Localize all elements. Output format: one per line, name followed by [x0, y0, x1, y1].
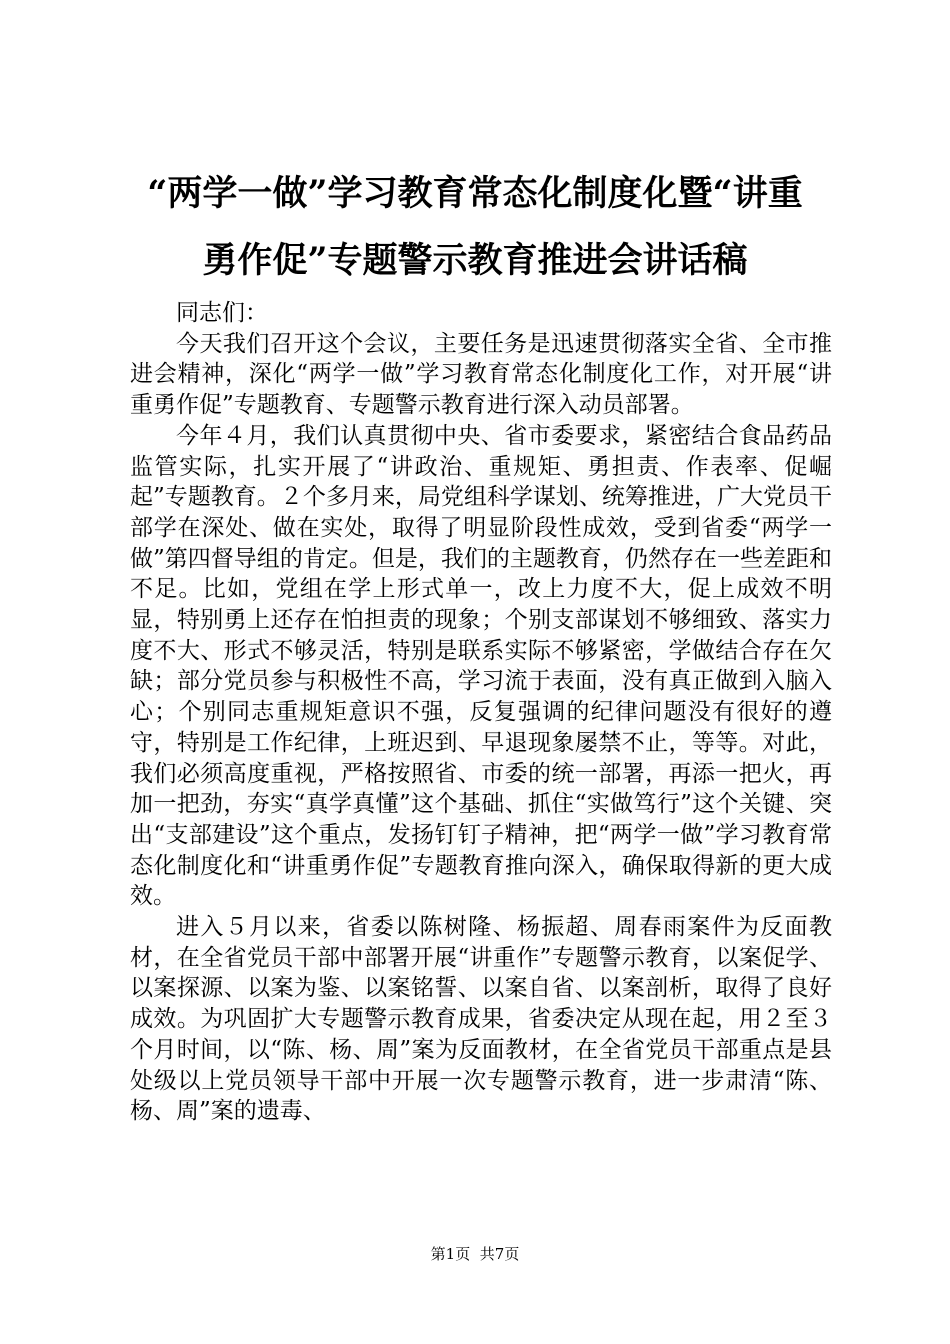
paragraph-1: 今天我们召开这个会议，主要任务是迅速贯彻落实全省、全市推进会精神，深化“两学一做”学习教育常态化制度化工作，对开展“讲重勇作促”专题教育、专题警示教育进行深入动员部署。 — [130, 330, 832, 419]
document-title — [110, 160, 840, 294]
page-footer — [0, 1244, 950, 1264]
footer-page-mid: 页 共 — [455, 1245, 495, 1263]
footer-page-prefix: 第 — [430, 1245, 446, 1263]
footer-page-suffix: 页 — [504, 1245, 520, 1263]
title-line-2: 勇作促”专题警示教育推进会讲话稿 — [202, 240, 748, 281]
salutation: 同志们： — [176, 300, 268, 326]
paragraph-2: 今年４月，我们认真贯彻中央、省市委要求，紧密结合食品药品监管实际，扎实开展了“讲政治、重规矩、勇担责、作表率、促崛起”专题教育。２个多月来，局党组科学谋划、统筹推进，广大党员干部学在深处、做在实处，取得了明显阶段性成效，受到省委“两学一做”第四督导组的肯定。但是，我们的主题教育，仍然存在一些差距和不足。比如，党组在学上形式单一，改上力度不大，促上成效不明显，特别勇上还存在怕担责的现象；个别支部谋划不够细致、落实力度不大、形式不够灵活，特别是联系实际不够紧密，学做结合存在欠缺；部分党员参与积极性不高，学习流于表面，没有真正做到入脑入心；个别同志重规矩意识不强，反复强调的纪律问题没有很好的遵守，特别是工作纪律，上班迟到、早退现象屡禁不止，等等。对此，我们必须高度重视，严格按照省、市委的统一部署，再添一把火，再加一把劲，夯实“真学真懂”这个基础、抓住“实做笃行”这个关键、突出“支部建设”这个重点，发扬钉钉子精神，把“两学一做”学习教育常态化制度化和“讲重勇作促”专题教育推向深入，确保取得新的更大成效。 — [130, 422, 832, 910]
document-body — [130, 298, 832, 1127]
footer-total-pages: 7 — [494, 1245, 505, 1263]
paragraph-3: 进入５月以来，省委以陈树隆、杨振超、周春雨案件为反面教材，在全省党员干部中部署开展“讲重作”专题警示教育，以案促学、以案探源、以案为鉴、以案铭誓、以案自省、以案剖析，取得了良好成效。为巩固扩大专题警示教育成果，省委决定从现在起，用２至３个月时间，以“陈、杨、周”案为反面教材，在全省党员干部重点是县处级以上党员领导干部中开展一次专题警示教育，进一步肃清“陈、杨、周”案的遗毒、 — [130, 914, 832, 1125]
title-line-1: “两学一做”学习教育常态化制度化暨“讲重 — [147, 173, 803, 214]
footer-page-number: 1 — [445, 1245, 456, 1263]
